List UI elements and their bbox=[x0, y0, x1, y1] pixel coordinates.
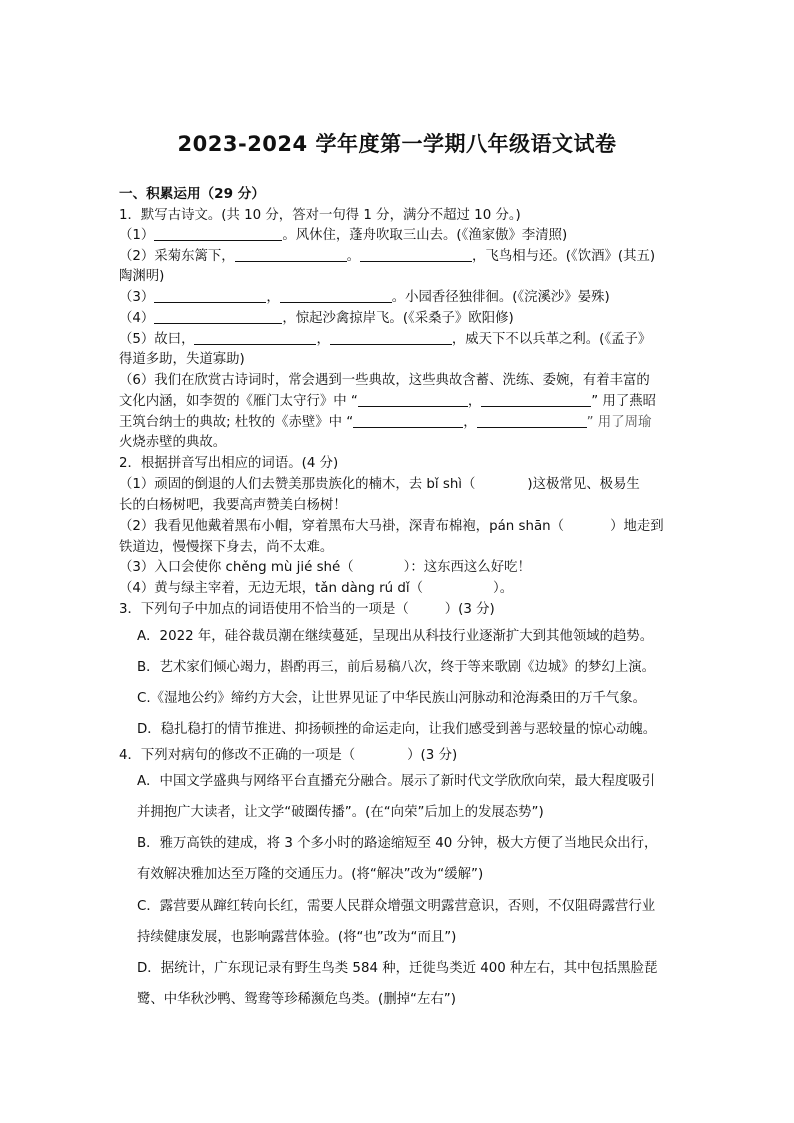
q3-option-b[interactable]: B．艺术家们倾心竭力，斟酌再三，前后易稿八次，终于等来歌剧《边城》的梦幻上演。 bbox=[137, 660, 656, 675]
q1-item-1: （1） 。风休住，蓬舟吹取三山去。(《渔家傲》李清照) bbox=[119, 228, 568, 243]
q2-item-3: （3）入口会使你 chěng mù jié shé（ ）：这东西这么好吃！ bbox=[119, 560, 531, 575]
section-heading: 一、积累运用（29 分） bbox=[119, 186, 265, 202]
q4-option-b[interactable]: B．雅万高铁的建成，将 3 个多小时的路途缩短至 40 分钟，极大方便了当地民众出行， bbox=[137, 836, 658, 851]
q2-item-4: （4）黄与绿主宰着，无边无垠，tǎn dàng rú dǐ（ ）。 bbox=[119, 581, 514, 596]
q4-option-c-cont: 持续健康发展，也影响露营体验。(将“也”改为“而且”) bbox=[137, 930, 457, 945]
answer-blank[interactable] bbox=[481, 392, 591, 407]
answer-blank[interactable] bbox=[194, 330, 316, 345]
answer-blank[interactable] bbox=[477, 413, 587, 428]
q1-item-6: （6）我们在欣赏古诗词时，常会遇到一些典故，这些典故含蓄、洗练、委婉，有着丰富的 bbox=[119, 373, 650, 388]
q2-item-1-cont: 长的白杨树吧，我要高声赞美白杨树！ bbox=[119, 498, 347, 513]
q2-item-2: （2）我看见他戴着黑布小帽，穿着黑布大马褂，深青布棉袍，pán shān（ ）地走到 bbox=[119, 519, 664, 534]
q2-stem: 2．根据拼音写出相应的词语。(4 分) bbox=[119, 456, 339, 471]
q1-item-2: （2）采菊东篱下， 。 ，飞鸟相与还。(《饮酒》(其五) bbox=[119, 249, 656, 264]
q2-item-1: （1）顽固的倒退的人们去赞美那贵族化的楠木，去 bǐ shì（ )这极常见、极易生 bbox=[119, 477, 640, 492]
answer-blank[interactable] bbox=[235, 247, 347, 262]
answer-blank[interactable] bbox=[358, 392, 468, 407]
q1-stem: 1．默写古诗文。(共 10 分，答对一句得 1 分，满分不超过 10 分。) bbox=[119, 208, 521, 223]
q4-option-a[interactable]: A．中国文学盛典与网络平台直播充分融合。展示了新时代文学欣欣向荣，最大程度吸引 bbox=[137, 774, 656, 789]
q3-option-d[interactable]: D．稳扎稳打的情节推进、抑扬顿挫的命运走向，让我们感受到善与恶较量的惊心动魄。 bbox=[137, 722, 657, 737]
q1-item-3: （3） ， 。小园香径独徘徊。(《浣溪沙》晏殊) bbox=[119, 290, 610, 305]
answer-blank[interactable] bbox=[154, 288, 266, 303]
q4-stem: 4．下列对病句的修改不正确的一项是（ ）(3 分) bbox=[119, 748, 458, 763]
answer-blank[interactable] bbox=[280, 288, 392, 303]
q1-item-5: （5）故曰， ， ，威天下不以兵革之利。(《孟子》 bbox=[119, 332, 652, 347]
q4-option-d-cont: 鹭、中华秋沙鸭、鸳鸯等珍稀濒危鸟类。(删掉“左右”) bbox=[137, 992, 456, 1007]
q1-item-6-line2: 文化内涵，如李贺的《雁门太守行》中 “ ， ” 用了燕昭 bbox=[119, 394, 656, 409]
q1-item-2-cont: 陶渊明) bbox=[119, 269, 165, 284]
answer-blank[interactable] bbox=[154, 226, 282, 241]
q2-item-2-cont: 铁道边，慢慢探下身去，尚不太难。 bbox=[119, 540, 334, 555]
q4-option-c[interactable]: C．露营要从蹿红转向长红，需要人民群众增强文明露营意识，否则，不仅阻碍露营行业 bbox=[137, 899, 656, 914]
q1-item-4: （4） ，惊起沙禽掠岸飞。(《采桑子》欧阳修) bbox=[119, 311, 514, 326]
q3-option-c[interactable]: C.《湿地公约》缔约方大会，让世界见证了中华民族山河脉动和沧海桑田的万千气象。 bbox=[137, 691, 647, 706]
q3-option-a[interactable]: A．2022 年，硅谷裁员潮在继续蔓延，呈现出从科技行业逐渐扩大到其他领域的趋势。 bbox=[137, 629, 654, 644]
exam-title: 2023-2024 学年度第一学期八年级语文试卷 bbox=[177, 132, 617, 156]
answer-blank[interactable] bbox=[353, 413, 463, 428]
answer-blank[interactable] bbox=[330, 330, 452, 345]
q1-item-6-line4: 火烧赤壁的典故。 bbox=[119, 435, 227, 450]
q1-item-6-line3: 王筑台纳士的典故; 杜牧的《赤壁》中 “ ， ” 用了周瑜 bbox=[119, 415, 652, 430]
q4-option-b-cont: 有效解决雅加达至万隆的交通压力。(将“解决”改为“缓解”) bbox=[137, 867, 484, 882]
answer-blank[interactable] bbox=[360, 247, 472, 262]
answer-blank[interactable] bbox=[154, 309, 282, 324]
q1-item-5-cont: 得道多助，失道寡助) bbox=[119, 352, 245, 367]
q4-option-d[interactable]: D．据统计，广东现记录有野生鸟类 584 种，迁徙鸟类近 400 种左右，其中包括黑脸琵 bbox=[137, 961, 658, 976]
q3-stem: 3．下列句子中加点的词语使用不恰当的一项是（ ）(3 分) bbox=[119, 602, 495, 617]
q4-option-a-cont: 并拥抱广大读者，让文学“破圈传播”。(在“向荣”后加上的发展态势”) bbox=[137, 805, 544, 820]
